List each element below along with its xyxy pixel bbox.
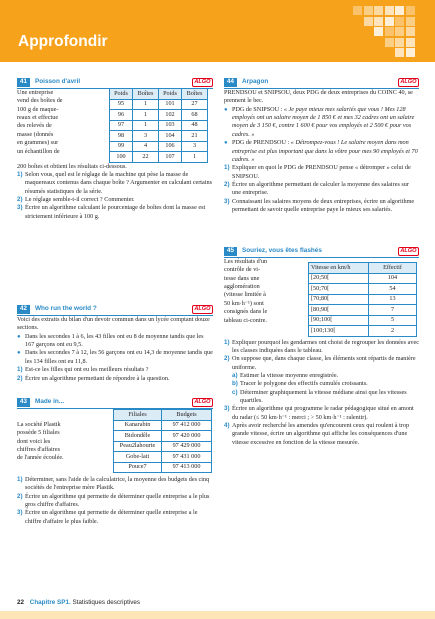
exercise-number: 45 [224, 247, 237, 256]
page-number: 22 [17, 599, 25, 606]
decorative-square [406, 27, 415, 36]
bullet-item: ● PDG de PRENDSOU : « Détrompez-vous ! Le salaire moyen dans mon entreprise est plus important que dans la vôtre pour mes 90 employés et 70 cadres. » [224, 139, 418, 163]
exercise-title: Made in... [35, 398, 65, 406]
exercise-41 [17, 78, 213, 221]
exercise-45 [224, 247, 419, 447]
exercise-42 [17, 305, 213, 383]
decorative-square [406, 48, 415, 57]
header-band [0, 0, 435, 62]
decorative-square [374, 6, 383, 15]
question-2: 2) Écrire un algorithme permettant de répondre à la question. [17, 374, 170, 382]
decorative-square [374, 17, 383, 26]
table-row: 95 1 101 27 [110, 99, 208, 110]
decorative-square [353, 6, 362, 15]
table-row: 100 22 107 1 [110, 152, 208, 163]
page-title: Approfondir [18, 33, 108, 50]
question-1: 1) Selon vous, quel est le réglage de la machine qui pèse la masse de maquereaux contenus dans chaque boîte ? Argumenter en calculant certains résumés statistiques de la série. [17, 170, 212, 195]
table-row: 97 1 103 48 [110, 120, 208, 131]
decorative-square [385, 27, 394, 36]
exercise-44 [224, 78, 419, 214]
exercise-number: 44 [224, 78, 237, 87]
question-2b: b) Tracer le polygone des effectifs cumulés croissants. [232, 380, 368, 388]
question-1: 1) Est-ce les filles qui ont eu les meilleurs résultats ? [17, 366, 149, 374]
question-2c: c) Déterminer graphiquement la vitesse médiane ainsi que les vitesses quartiles. [232, 388, 407, 405]
question-3: 3) Écrire un algorithme qui permette de déterminer quelle entreprise a le chiffre d'affaire le plus faible. [17, 509, 198, 525]
speed-table [308, 262, 417, 337]
table-row: 99 4 106 3 [110, 141, 208, 152]
mass-table [109, 88, 208, 163]
decorative-square [395, 6, 404, 15]
decorative-square [406, 38, 415, 47]
exercise-rule [17, 315, 213, 316]
decorative-square [395, 38, 404, 47]
question-2a: a) Estimer la vitesse moyenne enregistrée. [232, 371, 339, 379]
table-row: 96 1 102 68 [110, 110, 208, 121]
table-row: [50;70[ 54 [309, 284, 417, 295]
decorative-square [385, 38, 394, 47]
exercise-rule [224, 88, 419, 89]
algo-badge: ALGO [192, 398, 213, 407]
table-row: Peau2lahourte 97 429 000 [114, 441, 212, 452]
exercise-intro: Les résultats d'un contrôle de vi- tesse dans une agglomération (vitesse limitée à 50 km·h⁻¹) sont consignés dans le tableau ci-contre. [224, 258, 268, 324]
decorative-square [395, 48, 404, 57]
question-2: 2) Le réglage semble-t-il correct ? Commenter. [17, 195, 135, 203]
table-row: [20;50[ 104 [309, 273, 417, 284]
exercise-title: Poisson d'avril [35, 78, 81, 86]
chapter-subject: Statistiques descriptives [72, 599, 141, 606]
question-2: 2) Écrire un algorithme qui permette de déterminer quelle entreprise a le plus gros chiffre d'affaires. [17, 492, 210, 509]
question-1: 1) Déterminer, sans l'aide de la calculatrice, la moyenne des budgets des cinq sociétés de l'entreprise mère Plastik. [17, 476, 210, 492]
table-row: [90;100[ 5 [309, 315, 417, 326]
table-header-row: Vitesse en km/h Effectif [309, 263, 417, 274]
table-row: 98 3 104 21 [110, 131, 208, 142]
question-4: 4) Après avoir recherché les amendes qu'encourent ceux qui roulent à trop grande vitesse, écrire un algorithme qui affiche les conséquences d'une vitesse excessive en fonction de la vitesse mesurée. [224, 422, 410, 446]
question-1: 1) Expliquer en quoi le PDG de PRENDSOU pense « détromper » celui de SNIPSOU. [224, 164, 411, 180]
exercise-number: 43 [17, 398, 30, 407]
table-header-row: Filiales Budgets [114, 410, 212, 421]
bullet-item: ● Dans les secondes 1 à 6, les 43 filles ont eu 8 de moyenne tandis que les 167 garçons ont eu 9,5. [17, 332, 204, 349]
exercise-rule [224, 257, 419, 258]
table-row: Bidondêle 97 420 000 [114, 431, 212, 442]
exercise-number: 42 [17, 305, 30, 314]
question-2: 2) On suppose que, dans chaque classe, les éléments sont répartis de manière uniforme. [224, 355, 416, 371]
question-1: 1) Expliquer pourquoi les gendarmes ont choisi de regrouper les données avec les classes indiquées dans le tableau. [224, 338, 419, 354]
algo-badge: ALGO [398, 78, 419, 87]
bullet-item: ● Dans les secondes 7 à 12, les 56 garçons ont eu 14,3 de moyenne tandis que les 134 filles ont eu 11,8. [17, 349, 213, 365]
decorative-square [406, 6, 415, 15]
decorative-square [374, 27, 383, 36]
table-row: Kanarabin 97 412 000 [114, 420, 212, 431]
exercise-title: Arpagon [242, 78, 269, 86]
decorative-squares [353, 6, 417, 58]
decorative-square [406, 17, 415, 26]
footer-band [0, 611, 435, 619]
decorative-square [385, 6, 394, 15]
decorative-square [364, 6, 373, 15]
table-row: [70;80[ 13 [309, 294, 417, 305]
question-3: 3) Écrire un algorithme calculant le pourcentage de boîtes dont la masse est strictement inférieure à 100 g. [17, 204, 206, 220]
exercise-title: Who run the world ? [35, 305, 97, 313]
exercise-43 [17, 398, 213, 526]
question-3: 3) Connaissant les salaires moyens de deux entreprises, écrire un algorithme permettant de savoir quelle entreprise paye le mieux ses salariés. [224, 197, 415, 214]
exercise-intro: Une entreprise vend des boîtes de 100 g de maque- reaux et effectue des relevés de masse (donnés en grammes) sur un échantillon de [17, 89, 63, 155]
algo-badge: ALGO [192, 305, 213, 314]
decorative-square [385, 17, 394, 26]
decorative-square [364, 17, 373, 26]
question-3: 3) Écrire un algorithme qui programme le radar pédagogique situé en amont du radar (≤ 50 km·h⁻¹ : merci ; > 50 km·h⁻¹ : ralentir). [224, 405, 414, 421]
exercise-intro-end: 200 boîtes et obtient les résultats ci-dessous. [17, 162, 127, 170]
question-2: 2) Écrire un algorithme permettant de calculer la moyenne des salaires sur une entreprise. [224, 180, 409, 197]
exercise-rule [17, 408, 213, 409]
exercise-rule [17, 88, 213, 89]
algo-badge: ALGO [398, 247, 419, 256]
table-row: Pouce7 97 413 000 [114, 462, 212, 473]
exercise-intro: Voici des extraits du bilan d'un devoir commun dans un lycée comptant douze sections. [17, 316, 210, 332]
exercise-intro: La société Plastik possède 5 filiales dont voici les chiffres d'affaires de l'année écoulée. [17, 421, 64, 462]
table-header-row: Poids Boîtes Poids Boîtes [110, 89, 208, 100]
table-row: [100;130[ 2 [309, 326, 417, 337]
exercise-number: 41 [17, 78, 30, 87]
page-footer [0, 593, 435, 619]
table-row: Gobe-lait 97 431 000 [114, 452, 212, 463]
chapter-label: Chapitre SP1. [29, 599, 71, 606]
bullet-item: ● PDG de SNIPSOU : « Je paye mieux mes salariés que vous ! Mes 128 employés ont un salaire moyen de 1 850 € et mes 32 cadres ont un salaire moyen de 3 150 €, contre 1 600 € pour vos employés et 2 500 € pour vos cadres. » [224, 105, 415, 138]
algo-badge: ALGO [192, 78, 213, 87]
table-row: [80;90[ 7 [309, 305, 417, 316]
budget-table [113, 409, 212, 473]
decorative-square [395, 27, 404, 36]
decorative-square [395, 17, 404, 26]
exercise-title: Souriez, vous êtes flashés [242, 247, 322, 255]
exercise-intro: PRENDSOU et SNIPSOU, deux PDG de deux entreprises du COINC 40, se prennent le bec. [224, 89, 413, 105]
